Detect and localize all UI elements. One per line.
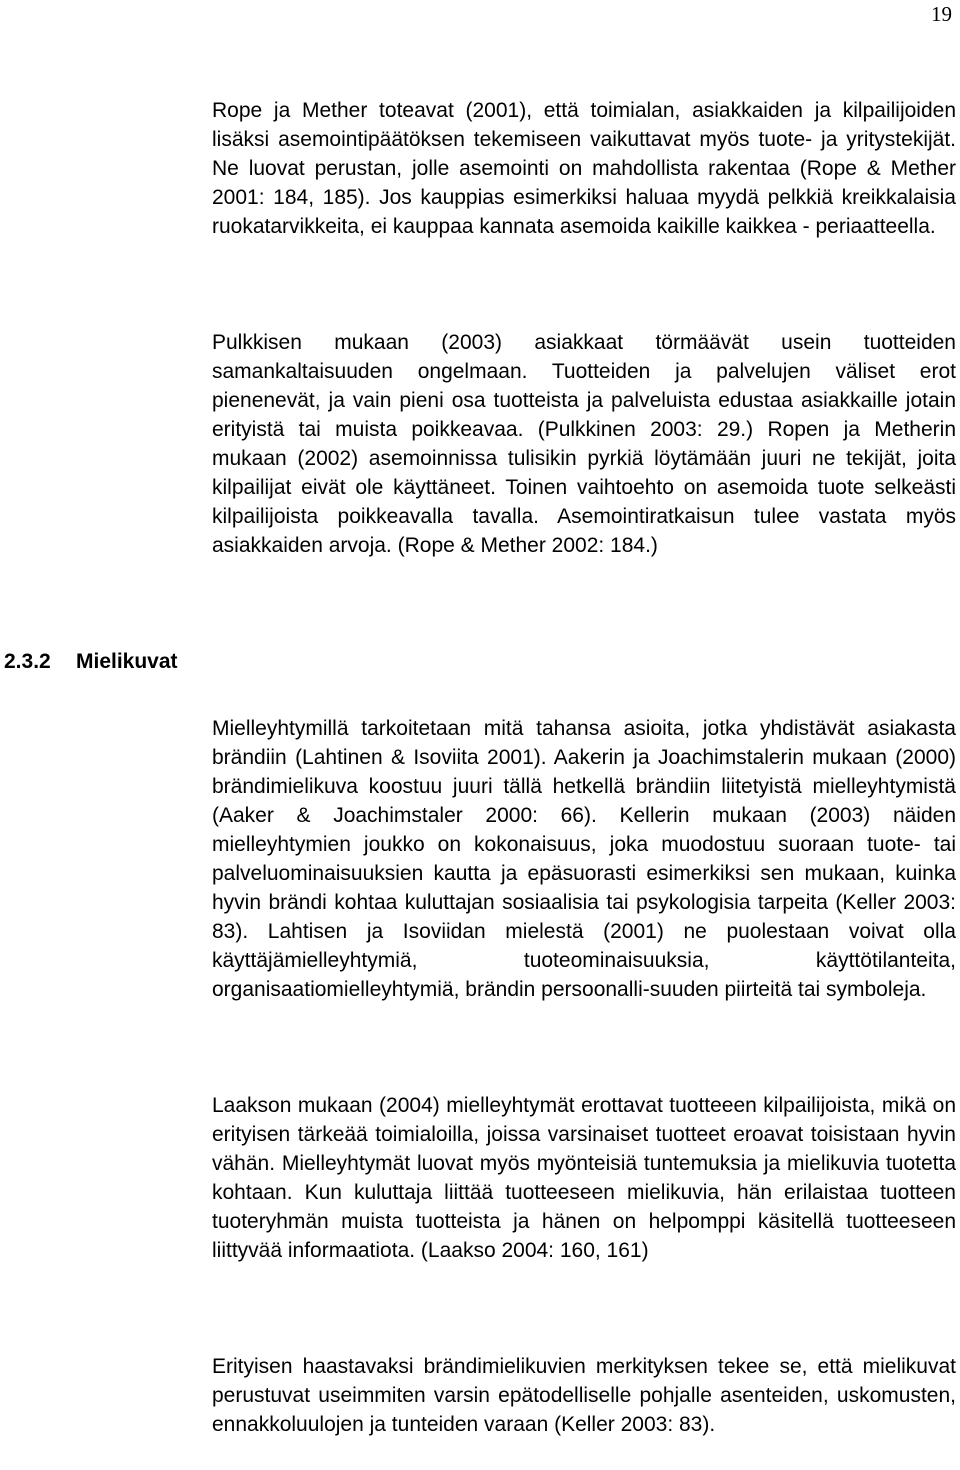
page-number: 19 — [931, 2, 952, 26]
paragraph-asemointi-tekijat: Rope ja Mether toteavat (2001), että toimialan, asiakkaiden ja kilpailijoiden lisäksi asemointipäätöksen tekemiseen vaikuttavat myös tuote- ja yritystekijät. Ne luovat perustan, jolle asemointi on mahdollista rakentaa (Rope & Mether 2001: 184, 185). Jos kauppias esimerkiksi haluaa myydä pelkkiä kreikkalaisia ruokatarvikkeita, ei kauppaa kannata asemoida kaikille kaikkea - periaatteella. — [212, 99, 956, 238]
section-number: 2.3.2 — [4, 650, 51, 673]
paragraph-haastavuus: Erityisen haastavaksi brändimielikuvien merkityksen tekee se, että mielikuvat perustuvat useimmiten varsin epätodelliselle pohjalle asenteiden, uskomusten, ennakkoluulojen ja tunteiden varaan (Keller 2003: 83). — [212, 1355, 956, 1436]
section-heading — [4, 647, 178, 676]
paragraph-mielleyhtymat: Mielleyhtymillä tarkoitetaan mitä tahansa asioita, jotka yhdistävät asiakasta brändiin (Lahtinen & Isoviita 2001). Aakerin ja Joachimstalerin mukaan (2000) brändimielikuva koostuu juuri tällä hetkellä brändiin liitetyistä mielleyhtymistä (Aaker & Joachimstaler 2000: 66). Kellerin mukaan (2003) näiden mielleyhtymien joukko on kokonaisuus, joka muodostuu suoraan tuote- tai palveluominaisuuksien kautta ja epäsuorasti esimerkiksi sen mukaan, kuinka hyvin brändi kohtaa kuluttajan sosiaalisia tai psykologisia tarpeita (Keller 2003: 83). Lahtisen ja Isoviidan mielestä (2001) ne puolestaan voivat olla käyttäjämielleyhtymiä, tuoteominaisuuksia, käyttötilanteita, organisaatiomielleyhtymiä, brändin persoonalli-suuden piirteitä tai symboleja. — [212, 717, 956, 1001]
paragraph-samankaltaisuus: Pulkkisen mukaan (2003) asiakkaat törmäävät usein tuotteiden samankaltaisuuden ongelmaan. Tuotteiden ja palvelujen väliset erot pienenevät, ja vain pieni osa tuotteista ja palveluista edustaa asiakkaille jotain erityistä tai muista poikkeavaa. (Pulkkinen 2003: 29.) Ropen ja Metherin mukaan (2002) asemoinnissa tulisikin pyrkiä löytämään juuri ne tekijät, joita kilpailijat eivät ole käyttäneet. Toinen vaihtoehto on asemoida tuote selkeästi kilpailijoista poikkeavalla tavalla. Asemointiratkaisun tulee vastata myös asiakkaiden arvoja. (Rope & Mether 2002: 184.) — [212, 331, 956, 557]
paragraph-laakso: Laakson mukaan (2004) mielleyhtymät erottavat tuotteeen kilpailijoista, mikä on erityisen tärkeää toimialoilla, joissa varsinaiset tuotteet eroavat toisistaan hyvin vähän. Mielleyhtymät luovat myös myönteisiä tuntemuksia ja mielikuvia tuotetta kohtaan. Kun kuluttaja liittää tuotteeseen mielikuvia, hän erilaistaa tuotteen tuoteryhmän muista tuotteista ja hänen on helpomppi käsitellä tuotteeseen liittyvää informaatiota. (Laakso 2004: 160, 161) — [212, 1094, 956, 1262]
section-title: Mielikuvat — [76, 650, 178, 673]
